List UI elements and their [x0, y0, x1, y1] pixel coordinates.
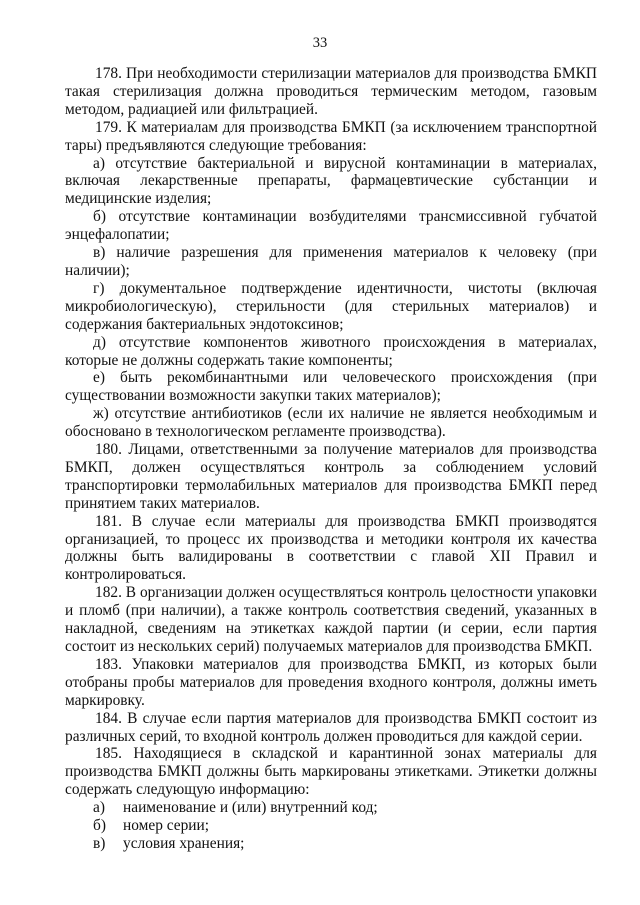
list-item-179-g: г) документальное подтверждение идентичности, чистоты (включая микробиологическую), стерильности (для стерильных материалов) и содержания бактериальных эндотоксинов;: [65, 279, 597, 333]
list-item-text: наименование и (или) внутренний код;: [123, 799, 378, 817]
list-item-179-v: в) наличие разрешения для применения материалов к человеку (при наличии);: [65, 244, 597, 279]
list-item-179-zh: ж) отсутствие антибиотиков (если их наличие не является необходимым и обосновано в технологическом регламенте производства).: [65, 405, 597, 441]
paragraph-178: 178. При необходимости стерилизации материалов для производства БМКП такая стерилизация должна проводиться термическим методом, газовым методом, радиацией или фильтрацией.: [65, 65, 597, 118]
paragraph-181: 181. В случае если материалы для производства БМКП производятся организацией, то процесс их производства и методики контроля их качества должны быть валидированы в соответствии с главой XII Правил и контролироваться.: [65, 512, 597, 584]
list-item-179-d: д) отсутствие компонентов животного происхождения в материалах, которые не должны содержать такие компоненты;: [65, 333, 597, 369]
page-number: 33: [312, 35, 328, 51]
list-item-letter: в): [93, 834, 106, 852]
paragraph-183: 183. Упаковки материалов для производства БМКП, из которых были отобраны пробы материалов для проведения входного контроля, должны иметь маркировку.: [65, 655, 597, 709]
document-body: [65, 65, 597, 853]
paragraph-182: 182. В организации должен осуществляться контроль целостности упаковки и пломб (при наличии), а также контроль соответствия сведений, указанных в накладной, сведениям на этикетках каждой партии (и серии, если партия состоит из нескольких серий) получаемых материалов для производства БМКП.: [65, 584, 597, 655]
paragraph-185: 185. Находящиеся в складской и карантинной зонах материалы для производства БМКП должны быть маркированы этикетками. Этикетки должны содержать следующую информацию:: [65, 745, 597, 799]
paragraph-184: 184. В случае если партия материалов для производства БМКП состоит из различных серий, то входной контроль должен проводиться для каждой серии.: [65, 709, 597, 745]
list-item-letter: б): [93, 817, 106, 835]
list-item-185-a: [65, 799, 597, 817]
paragraph-180: 180. Лицами, ответственными за получение материалов для производства БМКП, должен осуществляться контроль за соблюдением условий транспортировки термолабильных материалов для производства БМКП перед принятием таких материалов.: [65, 441, 597, 512]
paragraph-179: 179. К материалам для производства БМКП (за исключением транспортной тары) предъявляются следующие требования:: [65, 118, 597, 154]
list-item-179-e: е) быть рекомбинантными или человеческого происхождения (при существовании возможности закупки таких материалов);: [65, 369, 597, 405]
list-item-text: условия хранения;: [123, 834, 245, 852]
list-item-letter: а): [93, 799, 105, 817]
list-item-185-v: [65, 835, 597, 853]
list-item-text: номер серии;: [123, 817, 210, 835]
list-item-179-a: а) отсутствие бактериальной и вирусной контаминации в материалах, включая лекарственные препараты, фармацевтические субстанции и медицинские изделия;: [65, 154, 597, 208]
list-item-185-b: [65, 817, 597, 835]
list-item-179-b: б) отсутствие контаминации возбудителями трансмиссивной губчатой энцефалопатии;: [65, 208, 597, 244]
